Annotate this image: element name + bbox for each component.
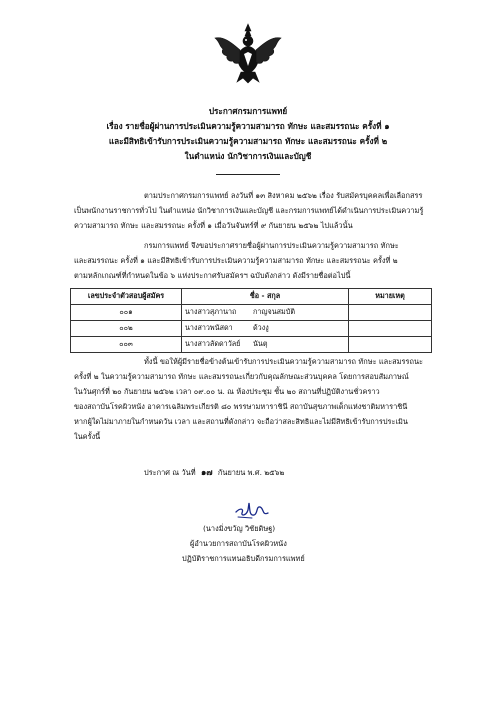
candidate-id: ๐๐๒ <box>71 321 182 337</box>
signer-name: (นางมิ่งขวัญ วิชัยดิษฐ) <box>203 524 276 533</box>
announcement-date <box>144 465 284 479</box>
candidate-note <box>349 337 432 353</box>
paragraph-1-line: เป็นพนักงานราชการทั่วไป ในตำแหน่ง นักวิชาการเงินและบัญชี และกรมการแพทย์ได้ดำเนินการประเมินความรู้ <box>74 206 424 215</box>
column-header-note: หมายเหตุ <box>349 289 432 305</box>
table-row <box>71 321 432 337</box>
table-header-row <box>71 289 432 305</box>
paragraph-3-line: ทั้งนี้ ขอให้ผู้มีรายชื่อข้างต้นเข้ารับการประเมินความรู้ความสามารถ ทักษะ และสมรรถนะ <box>144 357 423 366</box>
candidate-note <box>349 321 432 337</box>
candidates-table <box>70 288 432 353</box>
date-day: ๑๗ <box>200 467 213 477</box>
announcement-org: ประกาศกรมการแพทย์ <box>208 106 288 116</box>
paragraph-1 <box>74 188 434 233</box>
candidate-name <box>182 337 349 353</box>
paragraph-1-line: ตามประกาศกรมการแพทย์ ลงวันที่ ๑๓ สิงหาคม ๒๕๖๒ เรื่อง รับสมัครบุคคลเพื่อเลือกสรร <box>144 191 423 200</box>
heading-divider <box>216 174 280 175</box>
subject-line-3: ในตำแหน่ง นักวิชาการเงินและบัญชี <box>184 151 312 161</box>
candidate-id: ๐๐๑ <box>71 305 182 321</box>
candidate-first-name: นางสาวพนัสดา <box>185 323 233 332</box>
candidate-last-name: ด้วงงู <box>253 323 269 332</box>
paragraph-3-line: ครั้งที่ ๒ ในความรู้ความสามารถ ทักษะ และสมรรถนะเกี่ยวกับคุณลักษณะส่วนบุคคล โดยการสอบสัมภาษณ์ <box>74 372 409 381</box>
paragraph-3-line: ในวันศุกร์ที่ ๒๐ กันยายน ๒๕๖๒ เวลา ๐๙.๐๐ น. ณ ห้องประชุม ชั้น ๒๐ สถานที่ปฏิบัติงานชั่วคราว <box>74 387 380 396</box>
candidate-id: ๐๐๓ <box>71 337 182 353</box>
signer-position-2: ปฏิบัติราชการแทนอธิบดีกรมการแพทย์ <box>182 554 305 563</box>
handwritten-signature <box>232 498 272 520</box>
candidate-first-name: นางสาวสุภานาถ <box>185 307 237 316</box>
paragraph-3 <box>74 354 434 444</box>
candidate-note <box>349 305 432 321</box>
paragraph-3-line: หากผู้ใดไม่มาภายในกำหนดวัน เวลา และสถานที่ดังกล่าว จะถือว่าสละสิทธิและไม่มีสิทธิเข้ารับการประเมิน <box>74 417 408 426</box>
paragraph-2-line: กรมการแพทย์ จึงขอประกาศรายชื่อผู้ผ่านการประเมินความรู้ความสามารถ ทักษะ <box>144 241 399 250</box>
paragraph-2-line: และสมรรถนะ ครั้งที่ ๑ และมีสิทธิเข้ารับการประเมินความรู้ความสามารถ ทักษะ และสมรรถนะ ครั้งที่ ๒ <box>74 256 398 265</box>
paragraph-2 <box>74 238 434 283</box>
table-row <box>71 305 432 321</box>
paragraph-3-line: ในครั้งนี้ <box>74 432 101 441</box>
date-prefix: ประกาศ ณ วันที่ <box>144 468 196 477</box>
garuda-emblem-icon <box>213 22 283 84</box>
candidate-name <box>182 321 349 337</box>
candidate-last-name: กาญจนสมบัติ <box>253 307 295 316</box>
candidate-last-name: นันตุ <box>253 339 268 348</box>
signer-position-1: ผู้อำนวยการสถาบันโรคผิวหนัง <box>190 539 287 548</box>
paragraph-1-line: ความสามารถ ทักษะ และสมรรถนะ ครั้งที่ ๑ เมื่อวันจันทร์ที่ ๙ กันยายน ๒๕๖๒ ไปแล้วนั้น <box>74 221 353 230</box>
column-header-id: เลขประจำตัวสอบผู้สมัคร <box>71 289 182 305</box>
column-header-name: ชื่อ - สกุล <box>182 289 349 305</box>
paragraph-2-line: ตามหลักเกณฑ์ที่กำหนดในข้อ ๖ แห่งประกาศรับสมัครฯ ฉบับดังกล่าว ดังมีรายชื่อต่อไปนี้ <box>74 271 351 280</box>
table-row <box>71 337 432 353</box>
subject-line-1: เรื่อง รายชื่อผู้ผ่านการประเมินความรู้ความสามารถ ทักษะ และสมรรถนะ ครั้งที่ ๑ <box>106 121 390 131</box>
date-suffix: กันยายน พ.ศ. ๒๕๖๒ <box>217 468 285 477</box>
candidate-name <box>182 305 349 321</box>
candidate-first-name: นางสาวลัดดาวัลย์ <box>185 339 241 348</box>
subject-line-2: และมีสิทธิเข้ารับการประเมินความรู้ความสามารถ ทักษะ และสมรรถนะ ครั้งที่ ๒ <box>108 136 388 146</box>
paragraph-3-line: ของสถาบันโรคผิวหนัง อาคารเฉลิมพระเกียรติ ๘๐ พรรษามหาราชินี สถาบันสุขภาพเด็กแห่งชาติมหาราชินี <box>74 402 408 411</box>
